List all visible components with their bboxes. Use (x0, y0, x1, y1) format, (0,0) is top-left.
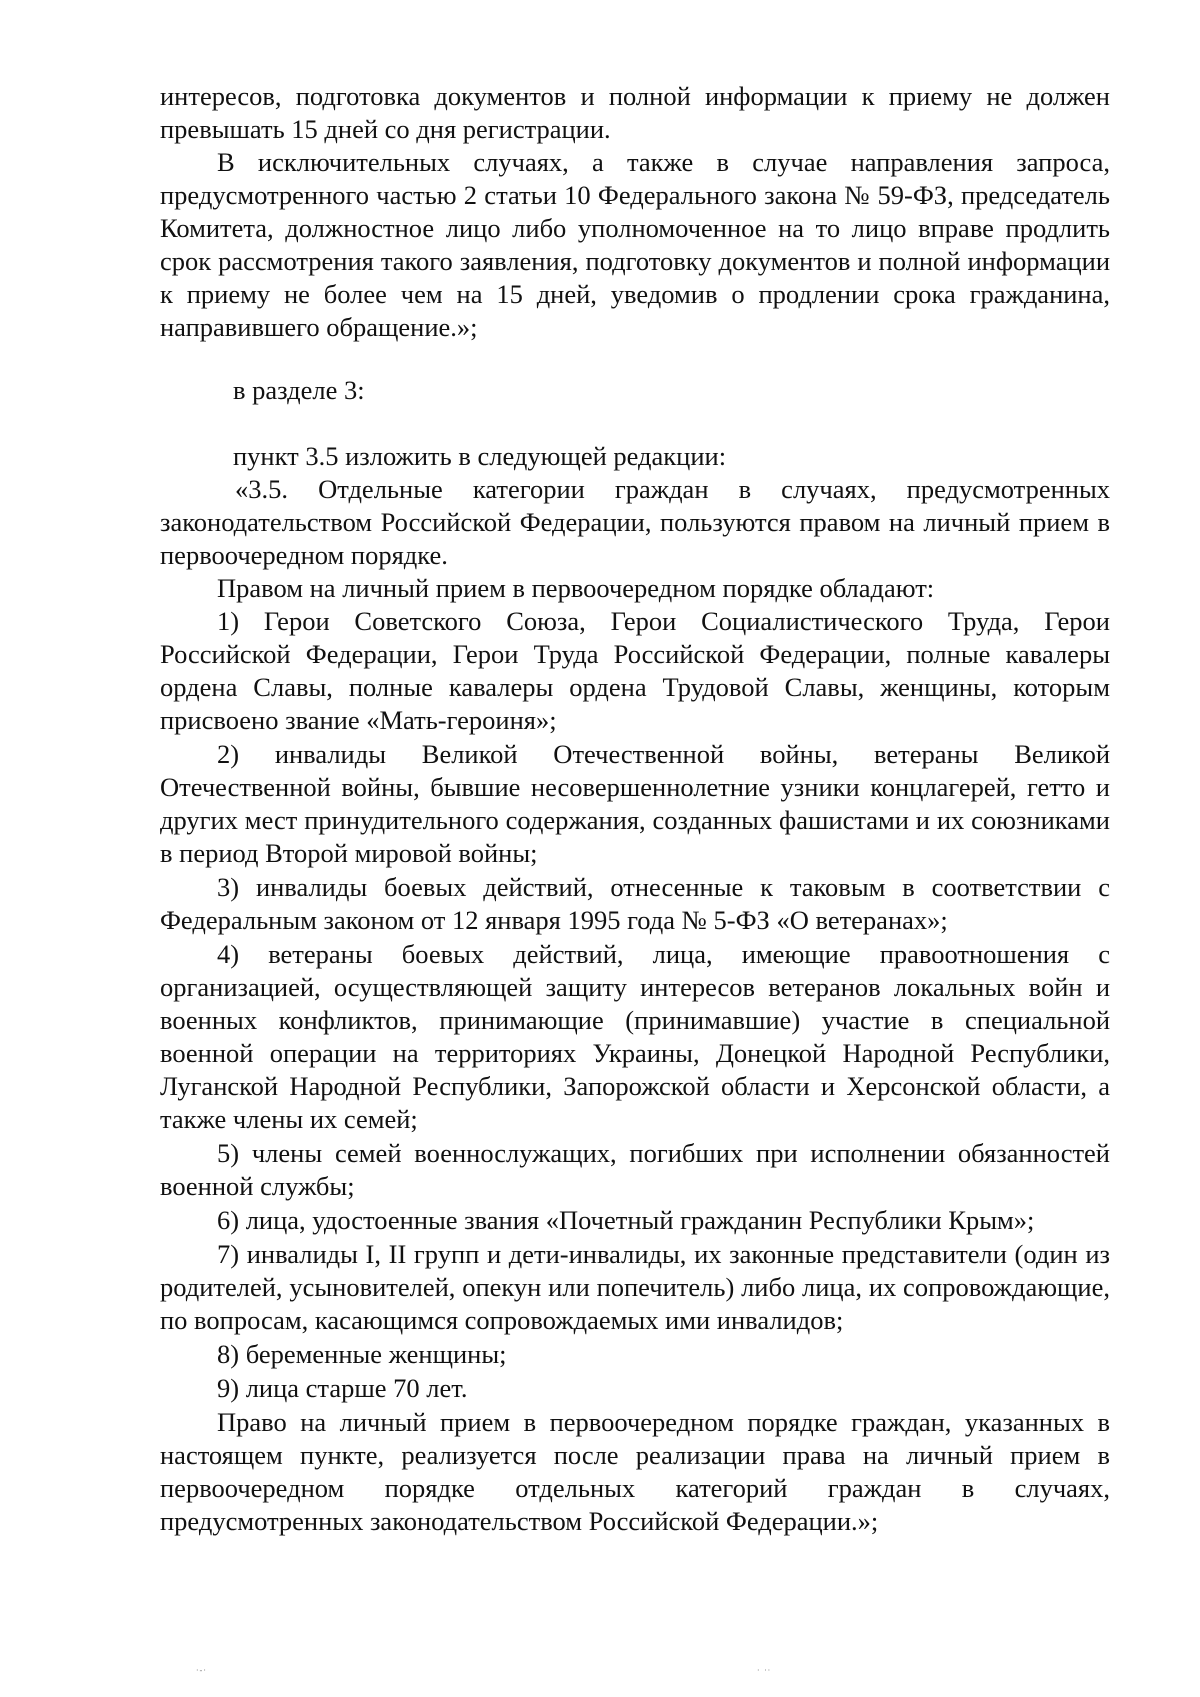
paragraph-exceptional-cases: В исключительных случаях, а также в случае направления запроса, предусмотренного частью 2 статьи 10 Федерального закона № 59-ФЗ, председатель Комитета, должностное лицо либо уполномоченное на то лицо вправе продлить срок рассмотрения такого заявления, подготовку документов и полной информации к приему не более чем на 15 дней, уведомив о продлении срока гражданина, направившего обращение.»; (160, 147, 1110, 342)
list-item: 6) лица, удостоенные звания «Почетный гражданин Республики Крым»; (217, 1205, 1035, 1235)
section-3-heading: в разделе 3: (233, 375, 365, 405)
list-item: 2) инвалиды Великой Отечественной войны, ветераны Великой Отечественной войны, бывшие несовершеннолетние узники концлагерей, гетто и других мест принудительного содержания, созданных фашистами и их союзниками в период Второй мировой войны; (160, 739, 1110, 868)
document-body (160, 80, 1110, 1538)
priority-intro: Правом на личный прием в первоочередном порядке обладают: (217, 573, 935, 603)
list-item: 7) инвалиды I, II групп и дети-инвалиды, их законные представители (один из родителей, усыновителей, опекун или попечитель) либо лица, их сопровождающие, по вопросам, касающимся сопровождаемых ими инвалидов; (160, 1239, 1110, 1335)
list-item: 9) лица старше 70 лет. (217, 1373, 468, 1403)
list-item: 5) члены семей военнослужащих, погибших при исполнении обязанностей военной службы; (160, 1138, 1110, 1201)
list-item: 1) Герои Советского Союза, Герои Социалистического Труда, Герои Российской Федерации, Герои Труда Российской Федерации, полные кавалеры ордена Славы, полные кавалеры ордена Трудовой Славы, женщины, которым присвоено звание «Мать-героиня»; (160, 606, 1110, 735)
scan-mark-left: ·-· (196, 1666, 207, 1675)
paragraph-continuation: интересов, подготовка документов и полной информации к приему не должен превышать 15 дней со дня регистрации. (160, 81, 1110, 144)
clause-3-5-text: «3.5. Отдельные категории граждан в случаях, предусмотренных законодательством Российской Федерации, пользуются правом на личный прием в первоочередном порядке. (160, 474, 1110, 570)
list-item: 8) беременные женщины; (217, 1339, 507, 1369)
closing-paragraph: Право на личный прием в первоочередном порядке граждан, указанных в настоящем пункте, реализуется после реализации права на личный прием в первоочередном порядке отдельных категорий граждан в случаях, предусмотренных законодательством Российской Федерации.»; (160, 1407, 1110, 1536)
scan-mark-right: · ·· (757, 1666, 772, 1675)
list-item: 4) ветераны боевых действий, лица, имеющие правоотношения с организацией, осуществляющей защиту интересов ветеранов локальных войн и военных конфликтов, принимающие (принимавшие) участие в специальной военной операции на территориях Украины, Донецкой Народной Республики, Луганской Народной Республики, Запорожской области и Херсонской области, а также члены их семей; (160, 939, 1110, 1134)
clause-3-5-instruction: пункт 3.5 изложить в следующей редакции: (233, 441, 727, 471)
list-item: 3) инвалиды боевых действий, отнесенные к таковым в соответствии с Федеральным законом от 12 января 1995 года № 5-ФЗ «О ветеранах»; (160, 872, 1110, 935)
